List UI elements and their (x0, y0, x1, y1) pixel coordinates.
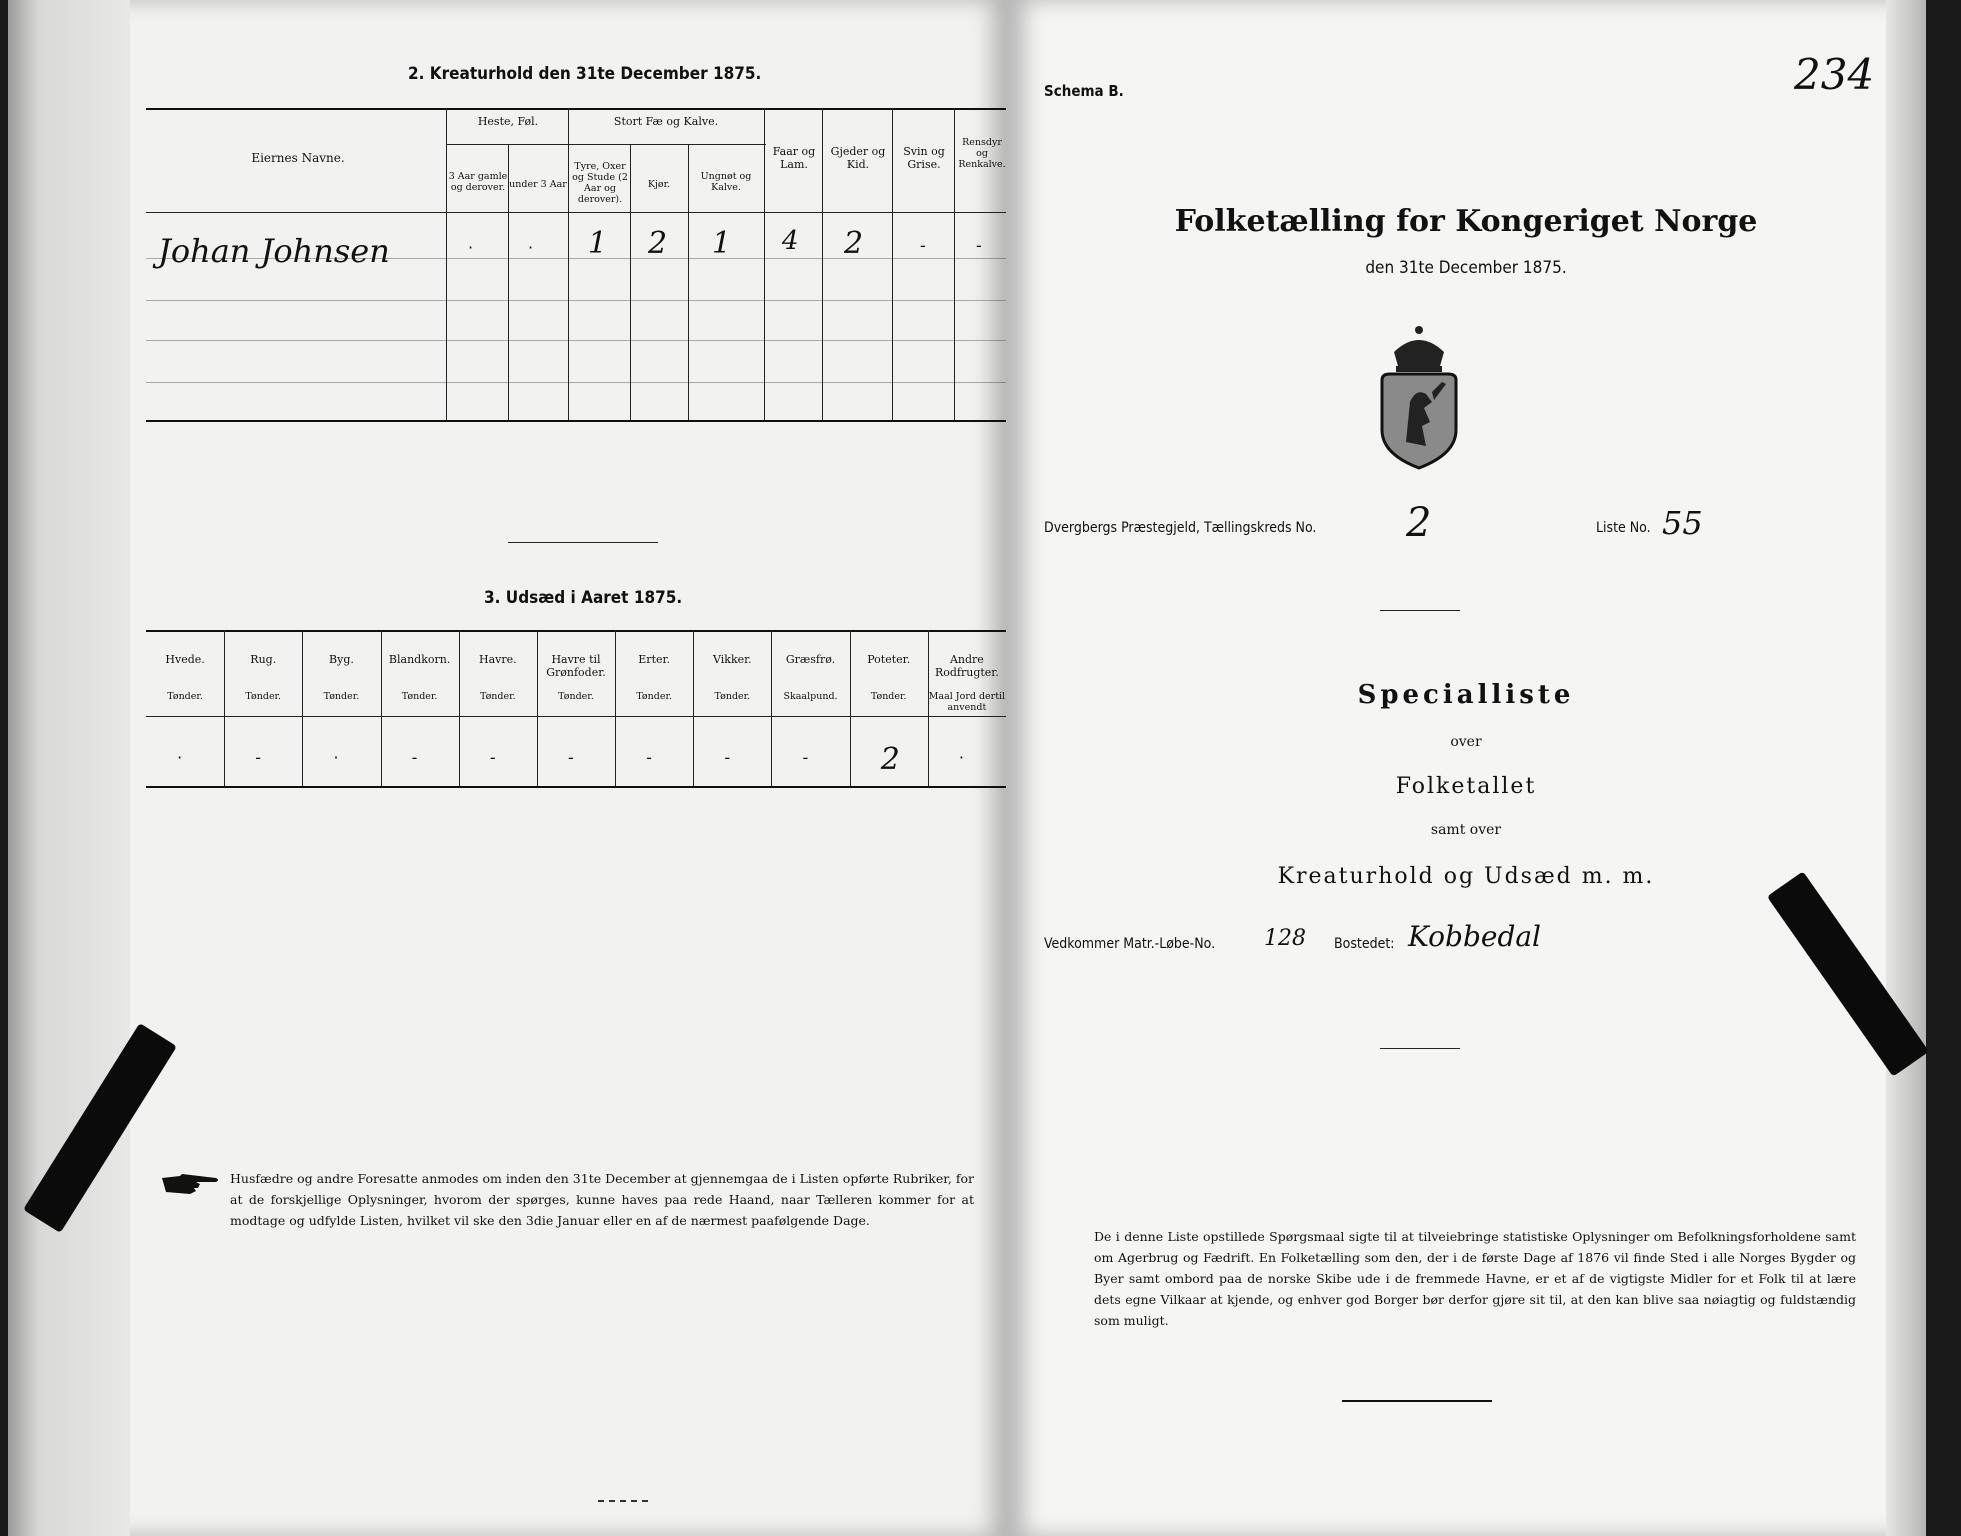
header-cows: Kjør. (647, 179, 671, 190)
column-unit: Tønder. (870, 691, 907, 702)
cell-value: - (255, 748, 262, 767)
page-subtitle: den 31te December 1875. (1365, 258, 1567, 278)
column-unit: Tønder. (401, 691, 438, 702)
list-label: Liste No. (1596, 520, 1651, 536)
cell-value: - (568, 748, 574, 767)
column-unit: Tønder. (245, 691, 282, 702)
header-goats: Gjeder og Kid. (830, 145, 886, 171)
column-name: Poteter. (867, 653, 911, 666)
header-horse-old: 3 Aar gamle og derover. (448, 171, 508, 193)
section2-title: 2. Kreaturhold den 31te December 1875. (408, 64, 762, 84)
specialliste-heading: Specialliste (1357, 680, 1575, 710)
header-young: Ungnøt og Kalve. (700, 171, 752, 193)
divider (1380, 1048, 1460, 1049)
cell-goats: 2 (844, 226, 864, 261)
divider (508, 542, 658, 543)
table-rule (146, 300, 1006, 301)
table-col-line (954, 108, 955, 420)
column-name: Andre Rodfrugter. (934, 653, 999, 679)
right-page (1006, 0, 1926, 1536)
column-name: Byg. (329, 653, 354, 666)
folketallet-text: Folketallet (1395, 774, 1537, 799)
table-rule (146, 212, 1006, 213)
bosted-value: Kobbedal (1408, 920, 1542, 953)
over-text: over (1450, 734, 1482, 750)
samt-over-text: samt over (1430, 822, 1502, 838)
cell-value: - (489, 748, 496, 767)
notice-paragraph: Husfædre og andre Foresatte anmodes om inden den 31te December at gjennemgaa de i Listen opførte Rubriker, for at de forskjellige Oplysninger, hvorom der spørges, kunne haves paa rede Haand, naar Tælleren kommer for at modtage og udfylde Listen, hvilket vil ske den 3die Januar eller en af de nærmest paafølgende Dage. (230, 1171, 974, 1228)
table-rule (146, 108, 1006, 110)
table-col-line (764, 108, 765, 420)
column-name: Havre. (478, 653, 517, 666)
table-rule (146, 420, 1006, 422)
column-unit: Tønder. (558, 691, 594, 702)
table-rule (146, 630, 1006, 632)
divider (1342, 1400, 1492, 1402)
cell-horse-young: · (528, 238, 534, 257)
column-name: Hvede. (165, 653, 205, 666)
cell-value: · (333, 748, 339, 767)
section3-title: 3. Udsæd i Aaret 1875. (484, 588, 683, 608)
bosted-label: Bostedet: (1334, 936, 1395, 952)
column-name: Vikker. (713, 653, 752, 666)
cell-sheep: 4 (782, 226, 799, 256)
column-name: Rug. (250, 653, 277, 666)
table-col-line (822, 108, 823, 420)
footer-paragraph: De i denne Liste opstillede Spørgsmaal sigte til at tilveiebringe statistiske Oplysninger om Befolkningsforholdene samt om Agerbrug og Fædrift. En Folketælling som den, der i de første Dage af 1876 vil finde Sted i alle Norges Bygder og Byer samt ombord paa de norske Skibe ude i de fremmede Havne, er et af de vigtigste Midler for et Folk til at lære dets egne Vilkaar at kjende, og enhver god Borger bør derfor gjøre sit til, at den kan blive saa nøiagtig og fuldstændig som muligt. (1094, 1229, 1856, 1328)
cell-bulls: 1 (588, 226, 608, 261)
column-unit: Tønder. (323, 691, 360, 702)
table-rule (146, 340, 1006, 341)
cell-young: 1 (712, 226, 732, 261)
cell-value: · (958, 748, 964, 767)
table-col-line (688, 144, 689, 420)
column-unit: Tønder. (167, 691, 203, 702)
header-sheep: Faar og Lam. (772, 145, 816, 171)
page-number: 234 (1794, 50, 1875, 99)
column-unit: Tønder. (714, 691, 751, 702)
column-name: Blandkorn. (388, 653, 451, 666)
divider (598, 1500, 648, 1502)
cell-horse-old: · (468, 238, 474, 257)
column-name: Havre til Grønfoder. (546, 653, 606, 679)
header-bulls: Tyre, Oxer og Stude (2 Aar og derover). (572, 161, 628, 205)
owner-name: Johan Johnsen (158, 232, 390, 270)
header-cattle: Stort Fæ og Kalve. (613, 115, 719, 128)
coat-of-arms-icon (1376, 322, 1462, 476)
cell-value: 2 (880, 742, 900, 777)
page-title: Folketælling for Kongeriget Norge (1174, 204, 1758, 239)
column-unit: Maal Jord dertil anvendt (928, 691, 1006, 713)
matr-value: 128 (1264, 926, 1306, 951)
table-rule (446, 144, 766, 145)
column-unit: Skaalpund. (783, 691, 838, 702)
cell-value: · (177, 748, 183, 767)
table-rule (146, 382, 1006, 383)
district-number: 2 (1406, 500, 1432, 546)
header-horses: Heste, Føl. (477, 115, 539, 128)
table-rule (146, 786, 1006, 788)
divider (1380, 610, 1460, 611)
left-page (8, 0, 1010, 1536)
cell-value: - (724, 748, 731, 767)
kreaturhold-text: Kreaturhold og Udsæd m. m. (1277, 864, 1655, 889)
cell-value: - (802, 748, 809, 767)
footer-text (1094, 1226, 1856, 1331)
list-number: 55 (1662, 504, 1703, 542)
header-horse-young: under 3 Aar (509, 179, 567, 190)
cell-value: - (411, 748, 418, 767)
schema-label: Schema B. (1044, 82, 1124, 100)
cell-cows: 2 (648, 226, 668, 261)
cell-reindeer: - (976, 236, 982, 255)
table-col-line (446, 108, 447, 420)
column-name: Græsfrø. (785, 653, 836, 666)
notice-text (230, 1168, 974, 1231)
page-edge (8, 0, 130, 1536)
district-label: Dvergbergs Præstegjeld, Tællingskreds No. (1044, 520, 1317, 536)
cell-value: - (646, 748, 652, 767)
column-unit: Tønder. (479, 691, 516, 702)
header-owner: Eiernes Navne. (251, 151, 345, 165)
table-col-line (892, 108, 893, 420)
column-unit: Tønder. (636, 691, 672, 702)
header-reindeer: Rensdyr og Renkalve. (958, 137, 1006, 170)
cell-pigs: - (920, 236, 926, 255)
matr-label: Vedkommer Matr.-Løbe-No. (1044, 936, 1216, 952)
table-col-line (568, 108, 569, 420)
column-name: Erter. (638, 653, 671, 666)
header-pigs: Svin og Grise. (903, 145, 945, 171)
table-rule (146, 716, 1006, 717)
pointing-hand-icon (160, 1172, 222, 1200)
